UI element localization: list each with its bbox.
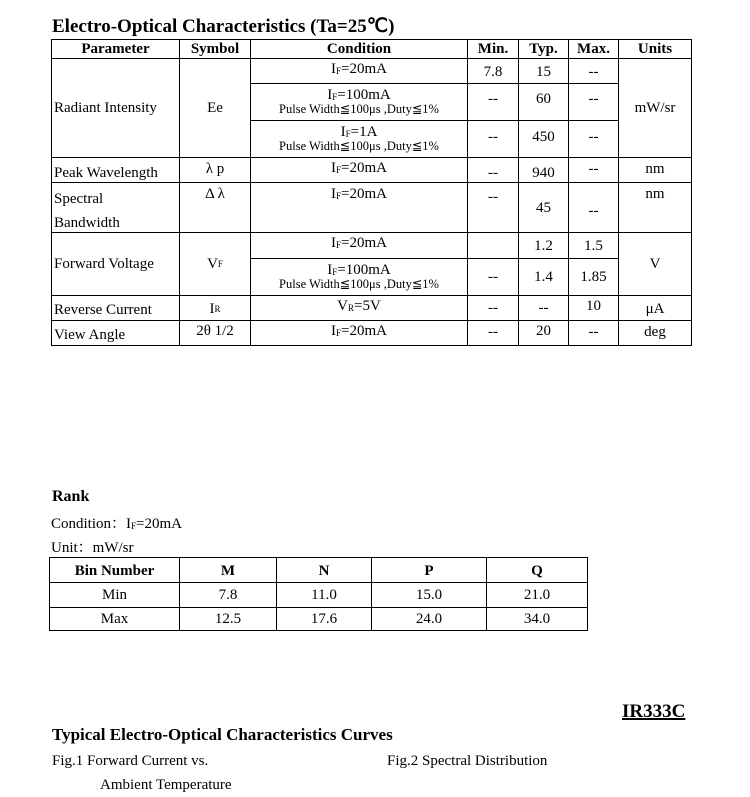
cond-symbol: I [331, 234, 336, 251]
max-value: -- [588, 202, 599, 219]
rank-cell: 11.0 [311, 586, 337, 603]
rank-row-divider [49, 582, 588, 583]
rank-condition [51, 512, 182, 533]
header-symbol: Symbol [190, 40, 240, 57]
rank-border-right [587, 557, 588, 631]
cond-value: =20mA [341, 322, 387, 339]
header-condition: Condition [326, 40, 392, 57]
rank-header-q: Q [531, 563, 543, 579]
cond-symbol: I [327, 86, 333, 103]
max-value: -- [588, 63, 599, 80]
fig2-caption: Fig.2 Spectral Distribution [387, 753, 548, 769]
min-value: -- [488, 323, 498, 340]
cond-value: =20mA [341, 159, 387, 176]
min-value: -- [488, 268, 498, 285]
pulse-condition: Pulse Width≦100μs ,Duty≦1% [279, 139, 439, 154]
cond-symbol: I [331, 159, 336, 176]
rank-unit: Unit：mW/sr [51, 540, 134, 556]
units-radiant-intensity: mW/sr [634, 99, 676, 116]
cond-value: =20mA [341, 60, 387, 77]
symbol-reverse-current [180, 298, 250, 320]
param-spectral-bandwidth-line2: Bandwidth [54, 214, 120, 231]
rank-row-label: Min [101, 586, 127, 603]
cond-subscript: R [348, 302, 355, 313]
fig1-caption-line2: Ambient Temperature [100, 777, 232, 793]
rank-condition-subscript: F [131, 521, 137, 531]
condition-cell [251, 121, 467, 157]
min-value: -- [488, 128, 498, 145]
param-view-angle: View Angle [54, 326, 126, 343]
rank-border-top [49, 557, 588, 558]
cond-symbol: I [327, 261, 333, 278]
cond-symbol: V [337, 297, 349, 314]
cond-value: =20mA [341, 185, 387, 202]
fig1-caption-line1: Fig.1 Forward Current vs. [52, 753, 209, 769]
units-view-angle: deg [644, 323, 666, 340]
cond-subscript: F [332, 91, 338, 102]
min-value: -- [488, 188, 498, 205]
param-reverse-current: Reverse Current [54, 301, 152, 318]
header-parameter: Parameter [81, 40, 150, 57]
header-units: Units [637, 40, 673, 57]
rank-condition-value: =20mA [136, 516, 182, 532]
cond-value: =5V [354, 297, 381, 314]
condition-cell [251, 259, 467, 295]
pulse-condition: Pulse Width≦100μs ,Duty≦1% [279, 102, 439, 117]
cond-subscript: F [336, 327, 342, 338]
cond-subscript: F [345, 128, 351, 139]
condition-cell [251, 158, 467, 178]
rank-cell: 12.5 [214, 610, 242, 627]
rank-cell: 34.0 [523, 610, 551, 627]
condition-cell [251, 59, 467, 79]
rank-header-p: P [424, 563, 434, 579]
cond-subscript: F [336, 190, 342, 201]
header-max: Max. [577, 40, 610, 57]
symbol-radiant-intensity: Ee [207, 99, 223, 116]
param-forward-voltage: Forward Voltage [54, 255, 154, 272]
rank-cell: 7.8 [218, 586, 238, 603]
rank-header-m: M [220, 563, 236, 579]
rank-heading: Rank [52, 488, 90, 505]
symbol-forward-voltage [180, 233, 250, 295]
units-spectral-bandwidth: nm [645, 185, 665, 202]
typ-value: 45 [536, 199, 551, 216]
units-forward-voltage: V [649, 255, 661, 272]
typ-value: -- [538, 299, 549, 316]
pulse-condition: Pulse Width≦100μs ,Duty≦1% [279, 277, 439, 292]
rank-header-n: N [318, 563, 330, 579]
symbol-main: I [209, 300, 215, 317]
cond-subscript: F [336, 239, 342, 250]
table-border-right [691, 39, 692, 346]
typ-value: 20 [536, 322, 551, 339]
max-value: -- [588, 323, 599, 340]
param-radiant-intensity: Radiant Intensity [54, 99, 157, 116]
max-value: -- [588, 128, 599, 145]
rank-row-label: Max [100, 610, 129, 627]
min-value: 7.8 [483, 63, 503, 80]
section-title: Electro-Optical Characteristics (Ta=25℃) [52, 16, 395, 37]
cond-subscript: F [336, 164, 342, 175]
param-peak-wavelength: Peak Wavelength [54, 164, 158, 181]
cond-symbol: I [331, 185, 336, 202]
rank-header-bin: Bin Number [74, 563, 155, 579]
cond-symbol: I [331, 322, 336, 339]
min-value: -- [488, 90, 498, 107]
min-value: -- [488, 299, 498, 316]
max-value: 1.5 [584, 237, 603, 254]
part-number: IR333C [622, 701, 686, 722]
symbol-spectral-bandwidth: Δ λ [205, 185, 225, 202]
cond-subscript: F [332, 266, 338, 277]
condition-cell [251, 233, 467, 253]
rank-cell: 21.0 [523, 586, 551, 603]
typ-value: 1.2 [534, 237, 553, 254]
condition-cell [251, 183, 467, 205]
typ-value: 1.4 [534, 268, 553, 285]
rank-condition-label: Condition：I [51, 516, 132, 532]
typ-value: 940 [532, 164, 555, 181]
cond-value: =100mA [337, 261, 391, 278]
typ-value: 450 [532, 128, 555, 145]
units-reverse-current: μA [645, 300, 665, 317]
max-value: 1.85 [580, 268, 607, 285]
max-value: -- [588, 90, 599, 107]
condition-cell [251, 296, 467, 316]
symbol-subscript: F [217, 259, 223, 269]
curves-heading: Typical Electro-Optical Characteristics Curves [52, 725, 393, 744]
rank-border-bottom [49, 630, 588, 631]
cond-symbol: I [340, 123, 346, 140]
header-min: Min. [477, 40, 509, 57]
max-value: -- [588, 160, 599, 177]
cond-value: =100mA [337, 86, 391, 103]
symbol-main: V [207, 255, 218, 272]
symbol-view-angle: 2θ 1/2 [196, 322, 234, 339]
symbol-subscript: R [214, 304, 221, 314]
max-value: 10 [586, 297, 601, 314]
cond-value: =20mA [341, 234, 387, 251]
units-peak-wavelength: nm [645, 160, 665, 177]
header-typ: Typ. [529, 40, 558, 57]
min-value: -- [488, 164, 498, 181]
typ-value: 15 [536, 63, 551, 80]
rank-cell: 17.6 [310, 610, 338, 627]
symbol-peak-wavelength: λ p [205, 160, 225, 177]
min-value [468, 235, 518, 257]
cond-symbol: I [331, 60, 336, 77]
rank-cell: 15.0 [415, 586, 443, 603]
condition-cell [251, 320, 467, 342]
typ-value: 60 [536, 90, 551, 107]
cond-subscript: F [336, 65, 342, 76]
cond-value: =1A [350, 123, 378, 140]
param-spectral-bandwidth-line1: Spectral [54, 190, 104, 207]
rank-cell: 24.0 [415, 610, 443, 627]
condition-cell [251, 84, 467, 120]
